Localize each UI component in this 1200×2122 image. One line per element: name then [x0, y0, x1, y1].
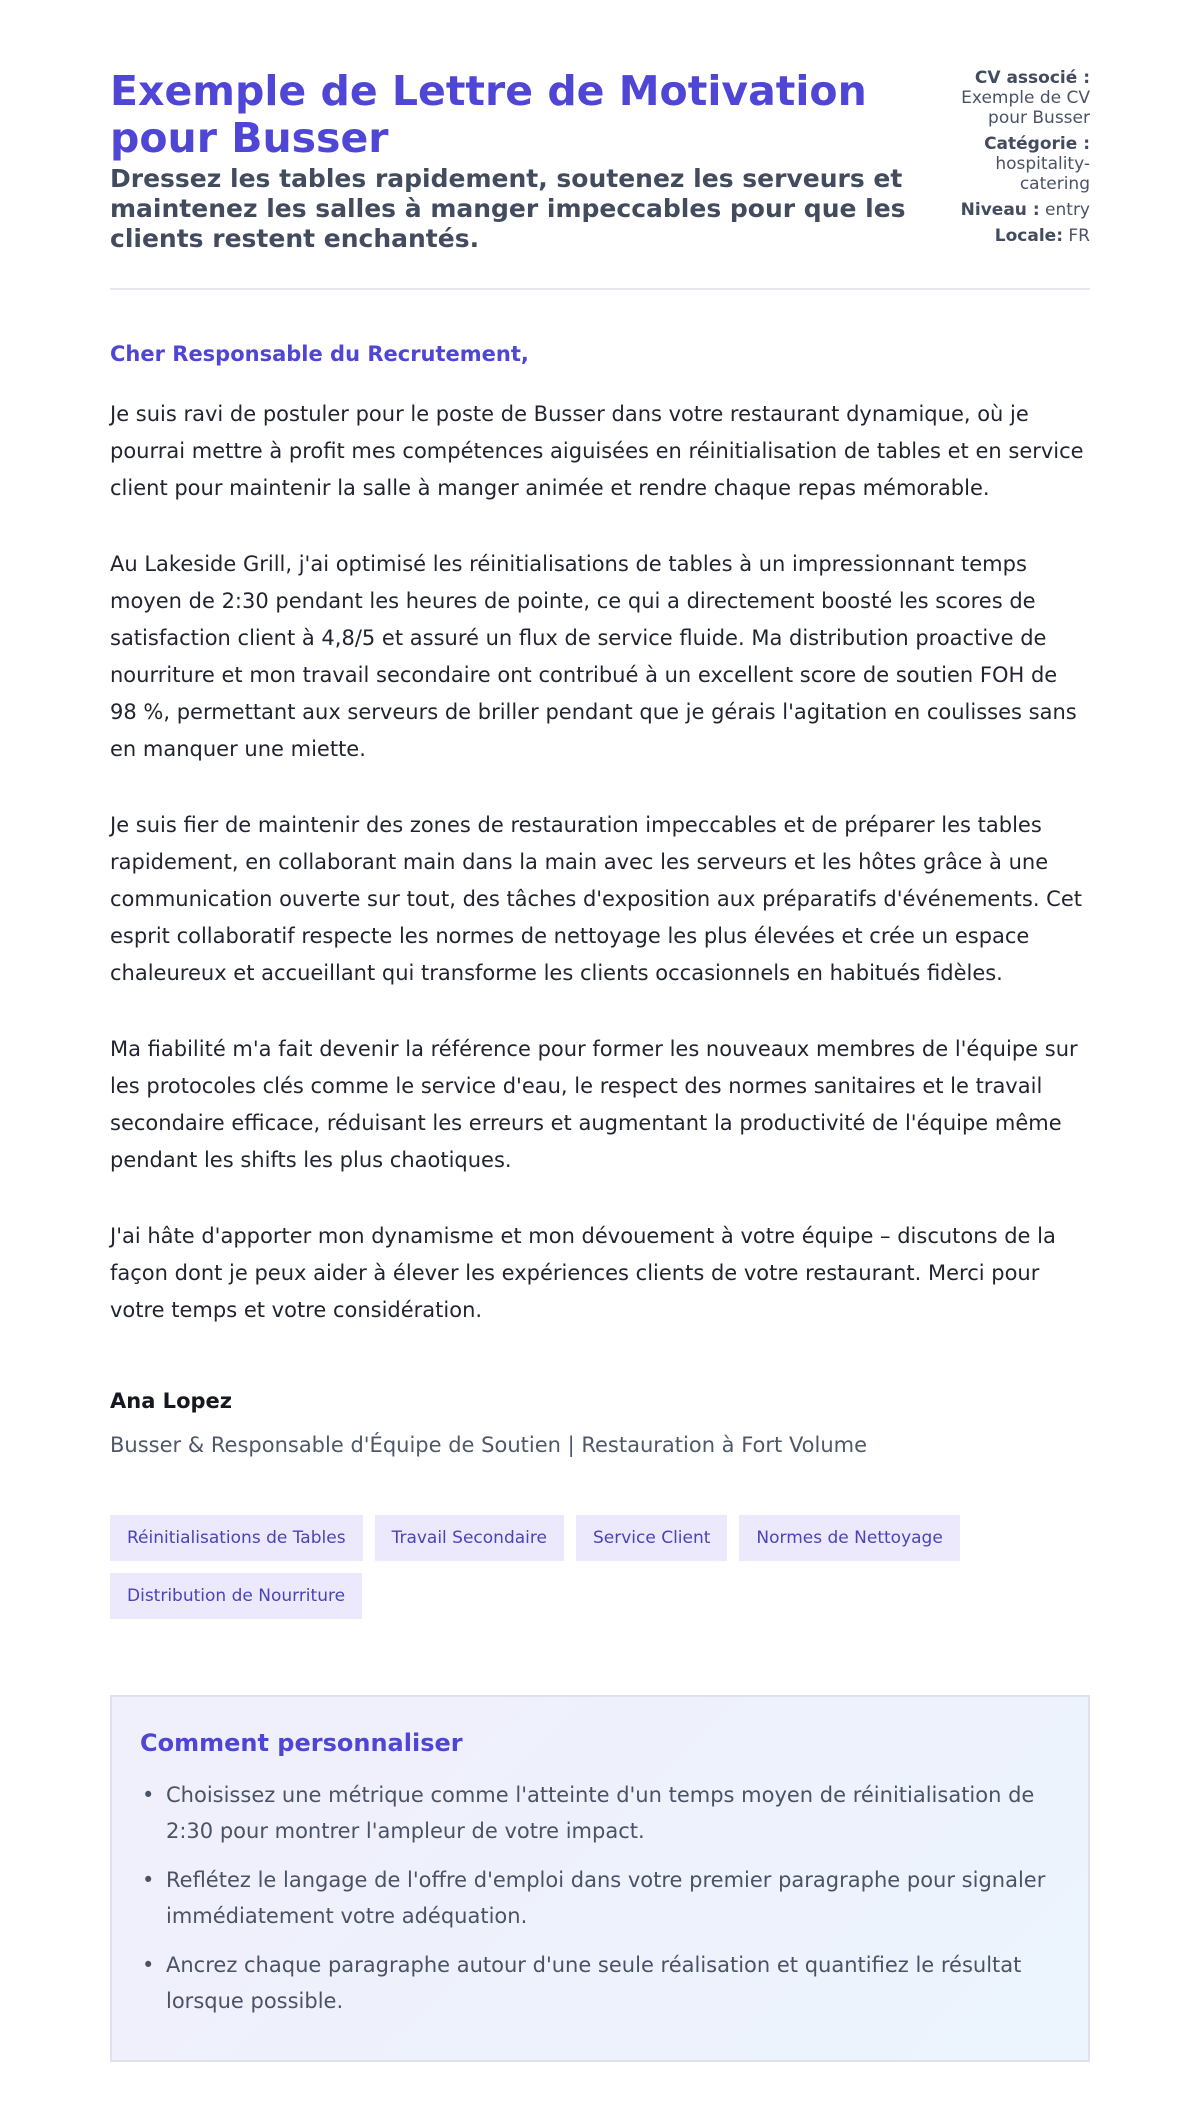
- tip-item: [140, 1862, 1060, 1934]
- bullet-icon: •: [142, 1783, 155, 1807]
- signature-name: Ana Lopez: [110, 1389, 232, 1413]
- page-title: Exemple de Lettre de Motivation pour Busser: [110, 67, 867, 162]
- meta-related-cv-value: Exemple de CV pour Busser: [961, 88, 1090, 128]
- meta-level: [932, 200, 1090, 220]
- letter-paragraph-intro: Je suis ravi de postuler pour le poste de Busser dans votre restaurant dynamique, où je pourrai mettre à profit mes compétences aiguisées en réinitialisation de tables et en service client pour maintenir la salle à manger animée et rendre chaque repas mémorable.: [110, 402, 1084, 500]
- bullet-icon: •: [142, 1868, 155, 1892]
- meta-category-label: Catégorie :: [984, 134, 1090, 154]
- meta-level-label: Niveau :: [960, 200, 1040, 220]
- letter-paragraphs: [110, 396, 1090, 1329]
- signature-title: Busser & Responsable d'Équipe de Soutien | Restauration à Fort Volume: [110, 1433, 868, 1457]
- skill-tags: [110, 1515, 1010, 1619]
- meta-related-cv-label: CV associé :: [974, 68, 1090, 88]
- skill-tag: Normes de Nettoyage: [739, 1515, 959, 1561]
- metadata-panel: [932, 68, 1090, 252]
- skill-tag: Distribution de Nourriture: [110, 1573, 362, 1619]
- header-titles: [110, 68, 932, 254]
- bullet-icon: •: [142, 1953, 155, 1977]
- signature-block: [110, 1389, 1090, 1457]
- meta-level-value: entry: [1045, 200, 1090, 220]
- tip-text: Reflétez le langage de l'offre d'emploi dans votre premier paragraphe pour signaler immédiatement votre adéquation.: [166, 1868, 1046, 1928]
- letter-body: [110, 342, 1090, 1329]
- tip-item: [140, 1947, 1060, 2019]
- page-subtitle: Dressez les tables rapidement, soutenez les serveurs et maintenez les salles à manger impeccables pour que les clients restent enchantés.: [110, 164, 906, 253]
- meta-locale: [932, 226, 1090, 246]
- tips-list: [140, 1777, 1060, 2019]
- meta-locale-label: Locale:: [994, 226, 1063, 246]
- tip-text: Ancrez chaque paragraphe autour d'une seule réalisation et quantifiez le résultat lorsque possible.: [166, 1953, 1022, 2013]
- skill-tag: Réinitialisations de Tables: [110, 1515, 363, 1561]
- meta-category: [932, 134, 1090, 194]
- page-header: [110, 68, 1090, 290]
- meta-category-value: hospitality-catering: [995, 154, 1090, 194]
- tips-title: Comment personnaliser: [140, 1729, 463, 1757]
- salutation: Cher Responsable du Recrutement,: [110, 342, 529, 366]
- customization-tips-box: [110, 1695, 1090, 2062]
- meta-locale-value: FR: [1068, 226, 1090, 246]
- letter-paragraph-achievements: Au Lakeside Grill, j'ai optimisé les réinitialisations de tables à un impressionnant temps moyen de 2:30 pendant les heures de pointe, ce qui a directement boosté les scores de satisfaction client à 4,8/5 et assuré un flux de service fluide. Ma distribution proactive de nourriture et mon travail secondaire ont contribué à un excellent score de soutien FOH de 98 %, permettant aux serveurs de briller pendant que je gérais l'agitation en coulisses sans en manquer une miette.: [110, 552, 1077, 761]
- tip-item: [140, 1777, 1060, 1849]
- letter-paragraph-reliability: Ma fiabilité m'a fait devenir la référence pour former les nouveaux membres de l'équipe sur les protocoles clés comme le service d'eau, le respect des normes sanitaires et le travail secondaire efficace, réduisant les erreurs et augmentant la productivité de l'équipe même pendant les shifts les plus chaotiques.: [110, 1037, 1078, 1172]
- letter-paragraph-collaboration: Je suis fier de maintenir des zones de restauration impeccables et de préparer les tables rapidement, en collaborant main dans la main avec les serveurs et les hôtes grâce à une communication ouverte sur tout, des tâches d'exposition aux préparatifs d'événements. Cet esprit collaboratif respecte les normes de nettoyage les plus élevées et crée un espace chaleureux et accueillant qui transforme les clients occasionnels en habitués fidèles.: [110, 813, 1082, 985]
- skill-tag: Service Client: [576, 1515, 727, 1561]
- meta-related-cv: [932, 68, 1090, 128]
- letter-paragraph-closing: J'ai hâte d'apporter mon dynamisme et mon dévouement à votre équipe – discutons de la façon dont je peux aider à élever les expériences clients de votre restaurant. Merci pour votre temps et votre considération.: [110, 1224, 1056, 1322]
- tip-text: Choisissez une métrique comme l'atteinte d'un temps moyen de réinitialisation de 2:30 pour montrer l'ampleur de votre impact.: [166, 1783, 1035, 1843]
- skill-tag: Travail Secondaire: [375, 1515, 564, 1561]
